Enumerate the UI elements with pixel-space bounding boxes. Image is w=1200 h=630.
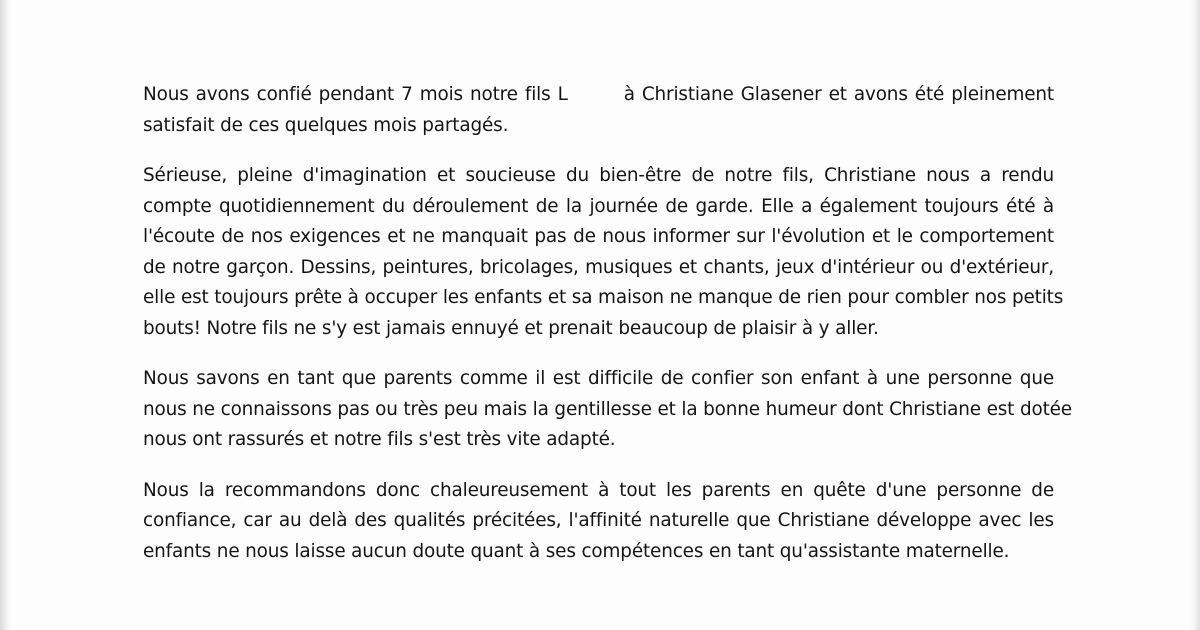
paragraph-3-line-2: nous ne connaissons pas ou très peu mais la gentillesse et la bonne humeur dont Christiane est dotée [143, 398, 1072, 420]
line-text-before-redaction: Nous avons confié pendant 7 mois notre fils L [143, 84, 568, 105]
paragraph-3-line-3: nous ont rassurés et notre fils s'est très vite adapté. [143, 429, 616, 450]
redacted-name [568, 99, 624, 100]
paragraph-2-line-1: Sérieuse, pleine d'imagination et soucieuse du bien-être de notre fils, Christiane nous a rendu [143, 165, 1054, 186]
paragraph-1-line-2: satisfait de ces quelques mois partagés. [143, 114, 509, 136]
paragraph-4-line-2: confiance, car au delà des qualités précitées, l'affinité naturelle que Christiane développe avec les [143, 510, 1054, 531]
scan-right-edge-shadow [1190, 0, 1200, 630]
paragraph-3-line-1: Nous savons en tant que parents comme il est difficile de confier son enfant à une personne que [143, 368, 1054, 389]
paragraph-1-line-1 [143, 80, 1054, 111]
paragraph-2-line-4: de notre garçon. Dessins, peintures, bricolages, musiques et chants, jeux d'intérieur ou d'extérieur, [143, 256, 1054, 278]
paragraph-2-line-2: compte quotidiennement du déroulement de la journée de garde. Elle a également toujours été à [143, 195, 1054, 217]
paragraph-2 [143, 161, 1064, 344]
paragraph-2-line-5: elle est toujours prête à occuper les enfants et sa maison ne manque de rien pour combler nos petits [143, 287, 1064, 308]
paragraph-4-line-1: Nous la recommandons donc chaleureusement à tout les parents en quête d'une personne de [143, 479, 1054, 501]
paragraph-2-line-3: l'écoute de nos exigences et ne manquait pas de nous informer sur l'évolution et le comportement [143, 226, 1054, 247]
line-text-after-redaction: à Christiane Glasener et avons été pleinement [623, 84, 1054, 105]
paragraph-4 [143, 476, 1054, 568]
recommendation-letter-body [143, 80, 1072, 567]
scan-left-edge-shadow [0, 0, 12, 630]
paragraph-3 [143, 364, 1072, 456]
paragraph-4-line-3: enfants ne nous laisse aucun doute quant à ses compétences en tant qu'assistante maternelle. [143, 540, 1010, 562]
paragraph-1 [143, 80, 1054, 141]
paragraph-2-line-6: bouts! Notre fils ne s'y est jamais ennuyé et prenait beaucoup de plaisir à y aller. [143, 317, 879, 339]
